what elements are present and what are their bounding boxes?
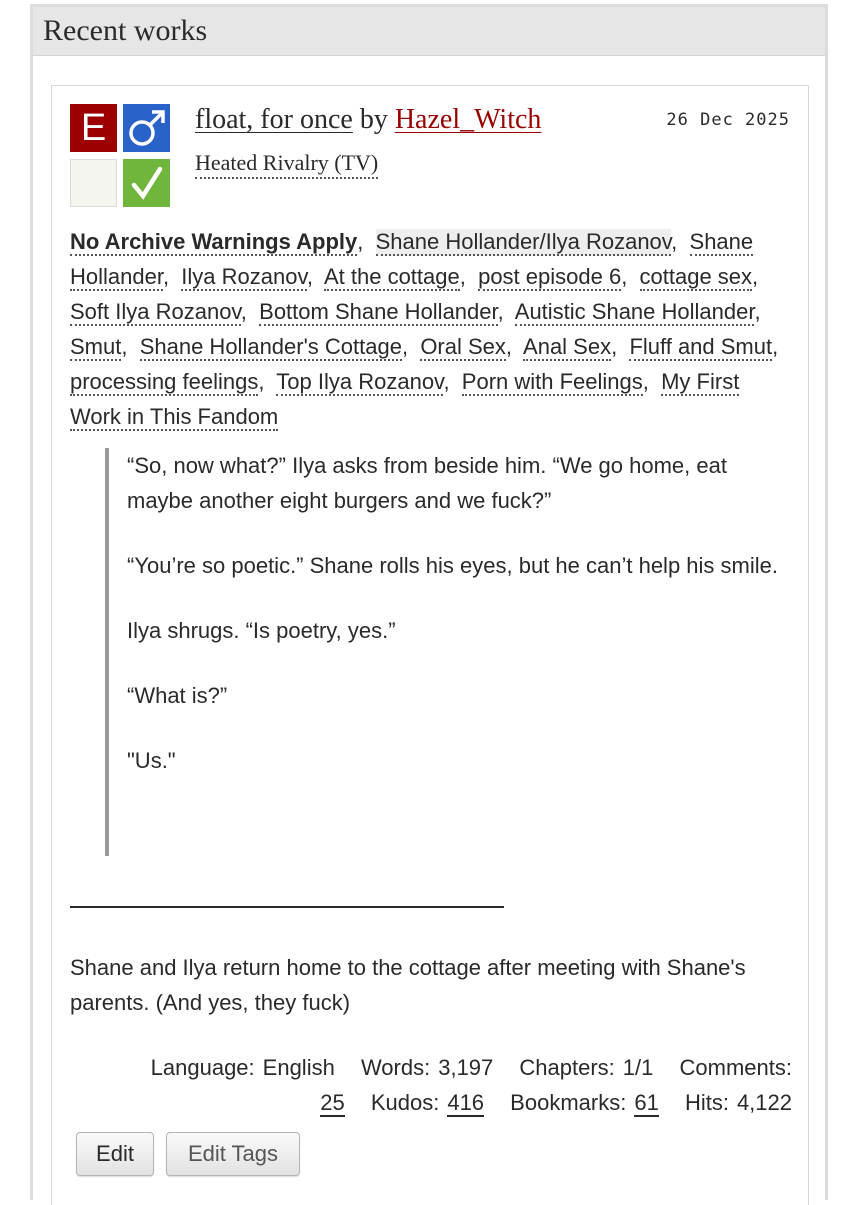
- comments-label: Comments:: [679, 1055, 792, 1080]
- work-summary: Shane and Ilya return home to the cottage after meeting with Shane's parents. (And yes, they fuck): [70, 955, 746, 1015]
- freeform-tag[interactable]: Shane Hollander: [70, 229, 754, 289]
- freeform-tag[interactable]: Porn with Feelings: [461, 369, 643, 394]
- freeform-tag[interactable]: Smut: [70, 334, 122, 359]
- panel-heading: Recent works: [33, 7, 825, 56]
- freeform-tag[interactable]: Oral Sex: [420, 334, 506, 359]
- bookmarks-label: Bookmarks:: [510, 1090, 627, 1115]
- work-heading: [195, 104, 541, 136]
- edit-tags-button[interactable]: Edit Tags: [166, 1132, 300, 1176]
- excerpt-paragraph: "Us.": [127, 748, 176, 773]
- language-value: English: [262, 1055, 335, 1080]
- chapters-value: 1/1: [622, 1055, 654, 1080]
- freeform-tag[interactable]: Top Ilya Rozanov: [276, 369, 444, 394]
- by-label: by: [359, 104, 388, 135]
- freeform-tag[interactable]: Bottom Shane Hollander: [259, 299, 498, 324]
- freeform-tag[interactable]: cottage sex: [639, 264, 753, 289]
- blank-warning-icon[interactable]: [70, 159, 117, 207]
- work-blurb: [51, 85, 809, 1205]
- excerpt-blockquote: [105, 448, 795, 856]
- excerpt-paragraph: “You’re so poetic.” Shane rolls his eyes, but he can’t help his smile.: [127, 553, 778, 578]
- hits-value: 4,122: [736, 1090, 792, 1115]
- author-link[interactable]: Hazel_Witch: [394, 104, 542, 135]
- separator-line: [70, 906, 504, 908]
- male-symbol-icon[interactable]: [123, 104, 170, 152]
- freeform-tag[interactable]: My First Work in This Fandom: [70, 369, 740, 429]
- fandom-link[interactable]: Heated Rivalry (TV): [195, 150, 378, 179]
- freeform-tag[interactable]: Autistic Shane Hollander: [514, 299, 755, 324]
- excerpt-paragraph: Ilya shrugs. “Is poetry, yes.”: [127, 618, 396, 643]
- relationship-tag[interactable]: Shane Hollander/Ilya Rozanov: [375, 229, 672, 254]
- words-value: 3,197: [438, 1055, 494, 1080]
- freeform-tag[interactable]: processing feelings: [70, 369, 259, 394]
- work-stats: [70, 1050, 792, 1120]
- publish-date: 26 Dec 2025: [666, 110, 790, 130]
- kudos-link[interactable]: 416: [447, 1090, 485, 1115]
- excerpt-paragraph: “What is?”: [127, 683, 228, 708]
- excerpt-paragraph: “So, now what?” Ilya asks from beside him. “We go home, eat maybe another eight burgers and we fuck?”: [127, 453, 727, 513]
- required-tags: [70, 104, 172, 208]
- hits-label: Hits:: [684, 1090, 729, 1115]
- bookmarks-link[interactable]: 61: [634, 1090, 659, 1115]
- warning-tag[interactable]: No Archive Warnings Apply: [70, 229, 358, 254]
- freeform-tag[interactable]: At the cottage: [323, 264, 460, 289]
- recent-works-panel: [30, 4, 828, 1200]
- freeform-tags: Shane Hollander, Ilya Rozanov, At the cottage, post episode 6, cottage sex, Soft Ilya Rozanov, Bottom Shane Hollander, Autistic Shane Hollander, Smut, Shane Hollander's Cottage, Oral Sex, Anal Sex, Fluff and Smut, processing feelings, Top Ilya Rozanov, Porn with Feelings, My First Work in This Fandom: [70, 229, 785, 429]
- words-label: Words:: [360, 1055, 431, 1080]
- checkmark-icon[interactable]: [123, 159, 170, 207]
- freeform-tag[interactable]: Fluff and Smut: [629, 334, 773, 359]
- freeform-tag[interactable]: Soft Ilya Rozanov: [70, 299, 241, 324]
- language-label: Language:: [150, 1055, 255, 1080]
- freeform-tag[interactable]: post episode 6: [478, 264, 622, 289]
- work-title-link[interactable]: float, for once: [195, 104, 353, 135]
- edit-button[interactable]: Edit: [76, 1132, 154, 1176]
- explicit-rating-icon[interactable]: E: [70, 104, 117, 152]
- tag-list: No Archive Warnings Apply, Shane Hollander/Ilya Rozanov, Shane Hollander, Ilya Rozanov, At the cottage, post episode 6, cottage sex, Soft Ilya Rozanov, Bottom Shane Hollander, Autistic Shane Hollander, Smut, Shane Hollander's Cottage, Oral Sex, Anal Sex, Fluff and Smut, processing feelings, Top Ilya Rozanov, Porn with Feelings, My First Work in This Fandom: [70, 229, 785, 429]
- kudos-label: Kudos:: [370, 1090, 440, 1115]
- freeform-tag[interactable]: Ilya Rozanov: [181, 264, 307, 289]
- chapters-label: Chapters:: [519, 1055, 615, 1080]
- freeform-tag[interactable]: Shane Hollander's Cottage: [139, 334, 402, 359]
- comments-link[interactable]: 25: [320, 1090, 345, 1115]
- freeform-tag[interactable]: Anal Sex: [523, 334, 612, 359]
